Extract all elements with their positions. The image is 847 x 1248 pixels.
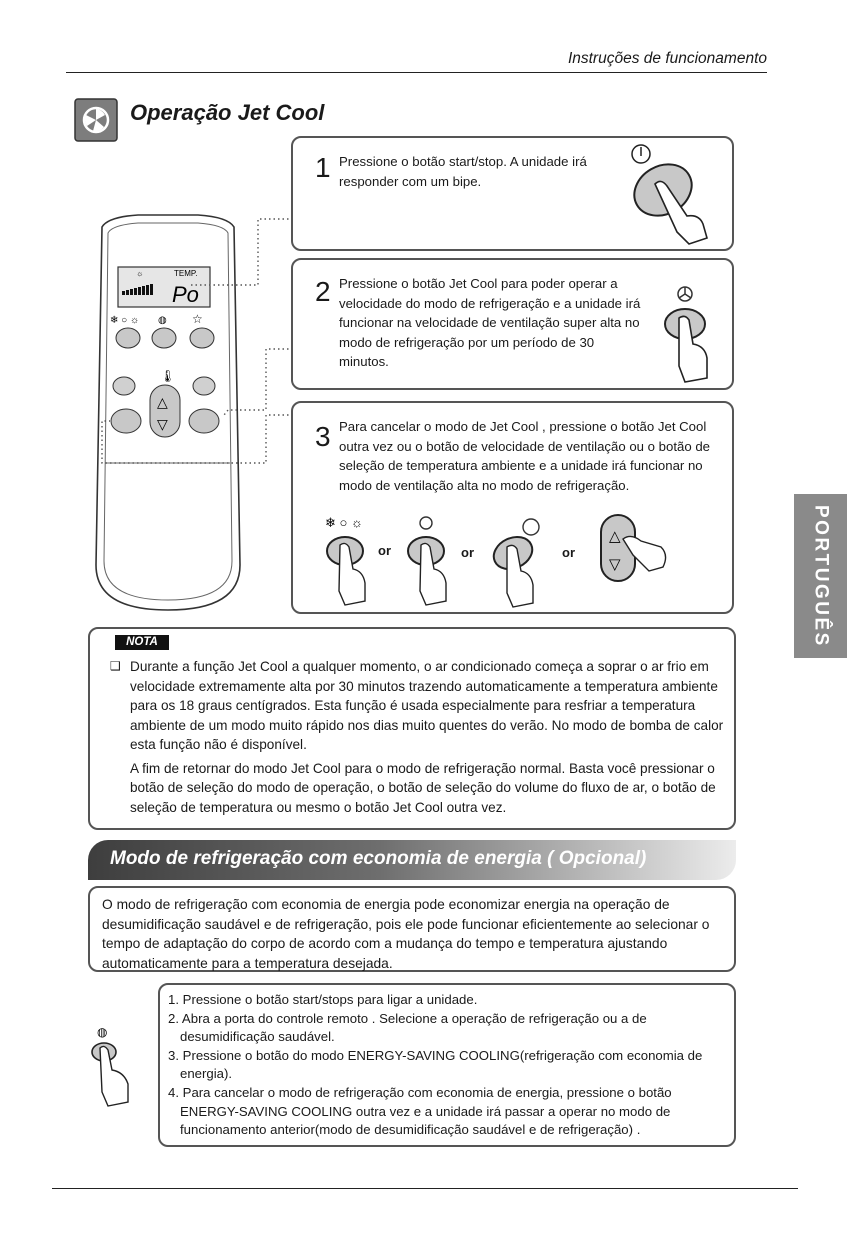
energy-steps-list <box>168 991 726 1140</box>
energy-description: O modo de refrigeração com economia de energia pode economizar energia na operação de desumidificação saudável e de refrigeração, pois ele pode funcionar eficientemente ao selecionar o tempo de adaptação do corpo de acordo com a mudança do tempo e temperatura ajustando automaticamente para a temperatura desejada. <box>102 897 710 971</box>
language-tab-label: PORTUGUÊS <box>810 504 832 648</box>
svg-text:◍: ◍ <box>158 315 167 326</box>
svg-text:◍: ◍ <box>97 1025 108 1039</box>
svg-text:🌡: 🌡 <box>160 369 176 383</box>
svg-text:❄ ○ ☼: ❄ ○ ☼ <box>110 315 140 326</box>
or-label-2: or <box>461 545 474 560</box>
energy-step-3: 3. Pressione o botão do modo ENERGY-SAVING COOLING(refrigeração com economia de energia). <box>168 1047 703 1082</box>
nota-content <box>130 657 726 817</box>
header-rule <box>66 72 767 73</box>
step-2-number: 2 <box>315 276 331 307</box>
nota-badge: NOTA <box>115 635 169 650</box>
svg-text:☆: ☆ <box>192 312 203 326</box>
energy-saving-banner <box>88 840 736 880</box>
energy-steps-box <box>158 983 736 1147</box>
svg-text:▽: ▽ <box>157 416 168 432</box>
step-1-number: 1 <box>315 152 331 183</box>
energy-description-box <box>88 886 736 972</box>
power-button-press-icon <box>623 140 723 245</box>
cancel-options-illustration <box>323 511 673 609</box>
nota-paragraph-1: Durante a função Jet Cool a qualquer momento, o ar condicionado começa a soprar o ar frio em velocidade extremamente alta por 30 minutos trazendo automaticamente a temperatura ambiente para os 18 graus centígrados. Esta função é usada especialmente para resfriar a temperatura ambiente de um modo muito rápido nos dias muito quentes do verão. No modo de bomba de calor esta função não é disponível. <box>130 659 724 752</box>
energy-step-4: 4. Para cancelar o modo de refrigeração com economia de energia, pressione o botão ENERGY-SAVING COOLING outra vez e a unidade irá passar a operar no modo de funcionamento anterior(modo de desumidificação saudável e de refrigeração) . <box>168 1084 672 1138</box>
energy-saving-banner-title: Modo de refrigeração com economia de energia ( Opcional) <box>110 848 647 869</box>
remote-display-value: Po <box>172 282 199 307</box>
energy-step-1: 1. Pressione o botão start/stops para ligar a unidade. <box>168 992 478 1007</box>
svg-text:☼: ☼ <box>136 269 144 278</box>
or-label-1: or <box>378 543 391 558</box>
language-tab <box>794 494 847 658</box>
svg-text:△: △ <box>609 528 621 545</box>
jet-cool-section-icon <box>74 98 118 142</box>
svg-text:▽: ▽ <box>609 556 621 573</box>
step-2-text: Pressione o botão Jet Cool para poder operar a velocidade do modo de refrigeração e a unidade irá funcionar na velocidade de ventilação super alta no modo de refrigeração por um período de 30 minutos. <box>339 276 641 369</box>
footer-rule <box>52 1188 798 1189</box>
remote-control-illustration <box>88 205 298 625</box>
step-2-box <box>291 258 734 390</box>
or-label-3: or <box>562 545 575 560</box>
energy-step-2: 2. Abra a porta do controle remoto . Selecione a operação de refrigeração ou a de desumidificação saudável. <box>168 1010 647 1045</box>
step-3-number: 3 <box>315 421 331 452</box>
step-3-box <box>291 401 734 614</box>
header-title: Instruções de funcionamento <box>567 50 767 67</box>
nota-bullet-icon: ❑ <box>110 659 121 673</box>
step-1-text: Pressione o botão start/stop. A unidade irá responder com um bipe. <box>339 154 587 189</box>
step-3-text: Para cancelar o modo de Jet Cool , pressione o botão Jet Cool outra vez ou o botão de velocidade de ventilação ou o botão de seleção de temperatura ambiente e a unidade irá funcionar no modo de ventilação alta no modo de refrigeração. <box>339 419 710 493</box>
remote-temp-label: TEMP. <box>174 269 198 278</box>
nota-paragraph-2: A fim de retornar do modo Jet Cool para o modo de refrigeração normal. Basta você pressionar o botão de seleção do modo de operação, o botão de seleção do volume do fluxo de ar, o botão de seleção de temperatura ou mesmo o botão Jet Cool outra vez. <box>130 760 716 815</box>
section-title: Operação Jet Cool <box>130 100 325 125</box>
svg-text:△: △ <box>157 394 168 410</box>
energy-saving-button-icon <box>90 1024 156 1108</box>
jet-cool-button-press-icon <box>655 278 715 386</box>
svg-text:❄ ○ ☼: ❄ ○ ☼ <box>325 515 363 530</box>
step-1-box <box>291 136 734 251</box>
